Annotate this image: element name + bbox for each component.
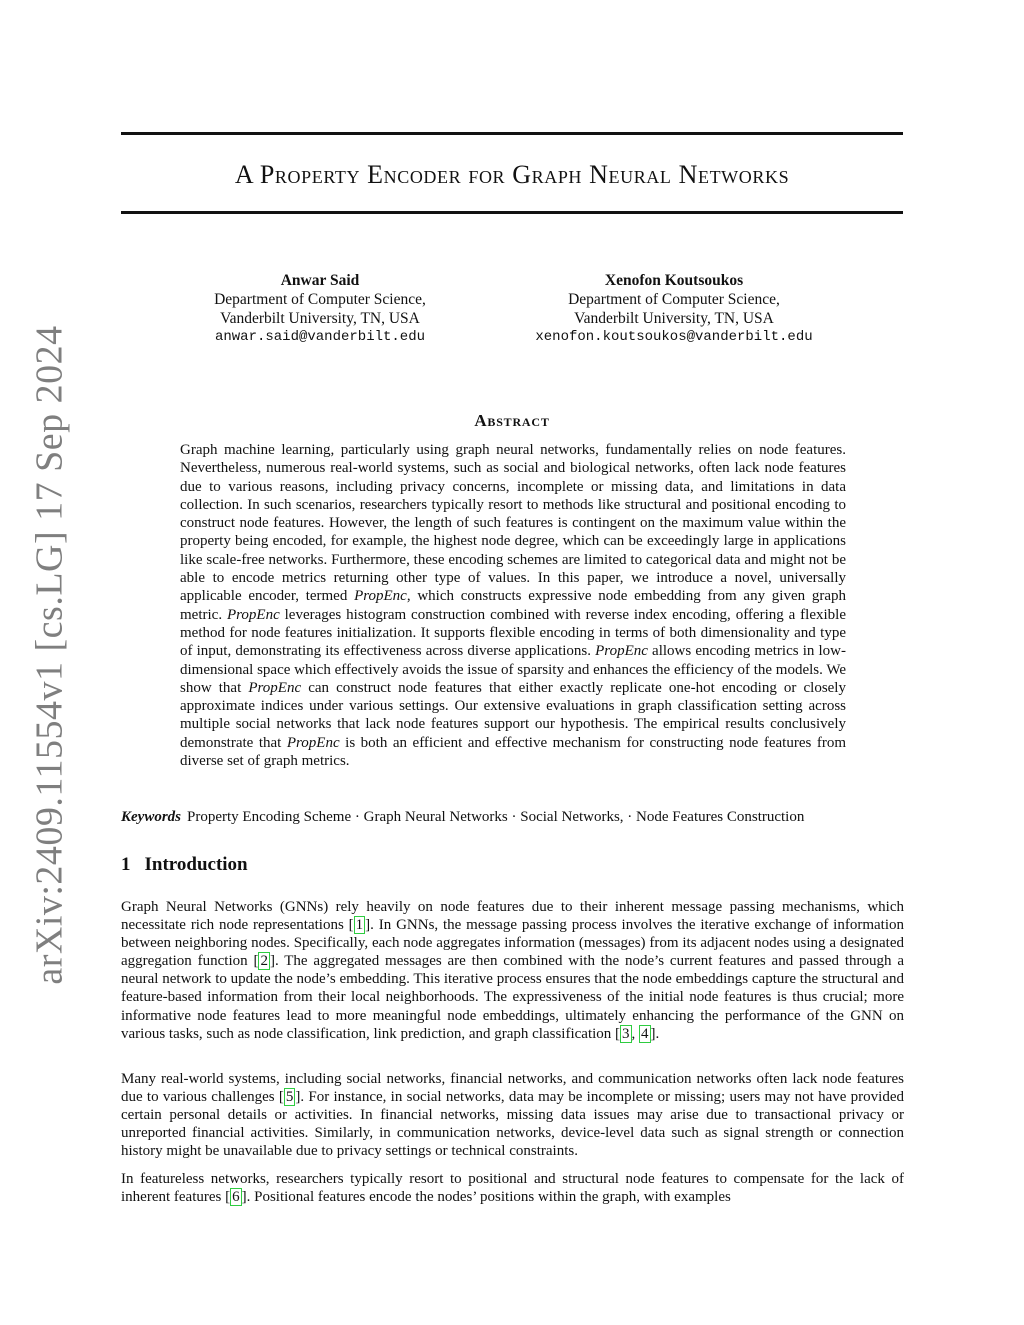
method-name: PropEnc: [595, 643, 648, 660]
abstract-text: can construct node features that either exactly replicate one-hot encoding or closely approximate indices under various settings. Our extensive evaluations in graph classification setting across multiple social networks that lack node features support our hypothesis. The empirical results conclusively demonstrate that: [180, 679, 846, 751]
citation-link[interactable]: 2: [260, 953, 268, 970]
author-affiliation-line: Vanderbilt University, TN, USA: [574, 310, 774, 327]
keywords-text: Property Encoding Scheme · Graph Neural Networks · Social Networks, · Node Features Construction: [187, 809, 805, 825]
arxiv-identifier-stamp: [20, 325, 80, 985]
author-affiliation-line: Department of Computer Science,: [214, 291, 426, 308]
author-name: Anwar Said: [280, 272, 360, 289]
paragraph-text: Graph Neural Networks (GNNs) rely heavily on node features due to their inherent message passing mechanisms, which necessitate rich node representations: [121, 899, 904, 934]
title-bottom-rule: [121, 211, 903, 214]
author-affiliation-line: Vanderbilt University, TN, USA: [220, 310, 420, 327]
intro-paragraph-3: In featureless networks, researchers typically resort to positional and structural node features to compensate for the lack of inherent features [ 6 ]. Positional features encode the nodes’ positions within the graph, with examples: [121, 1171, 904, 1206]
citation-link[interactable]: 5: [285, 1089, 294, 1106]
paragraph-text: .: [655, 1025, 660, 1042]
abstract-text: leverages histogram construction combined with reverse index encoding, offering a flexible method for node features initialization. It supports flexible encoding in terms of both dimensionality and type of input, demonstrating its effectiveness across diverse applications.: [180, 606, 846, 660]
abstract-heading: Abstract: [474, 411, 550, 430]
keywords-label: Keywords: [121, 809, 181, 825]
section-title: Introduction: [144, 854, 248, 875]
author-block-2: [514, 271, 834, 347]
citation-link[interactable]: 1: [355, 917, 364, 934]
abstract-text: allows encoding metrics in low-dimensional space which effectively avoids the issue of sparsity and enhances the efficiency of the models. We show that: [180, 643, 846, 696]
intro-paragraph-1: Graph Neural Networks (GNNs) rely heavily on node features due to their inherent message passing mechanisms, which necessitate rich node representations [ 1 ]. In GNNs, the message passing process involves the iterative exchange of information between neighboring nodes. Specifically, each node aggregates information (messages) from its adjacent nodes using a designated aggregation function [ 2 ]. The aggregated messages are then combined with the node’s current features and passed through a neural network to update the node’s embedding. This iterative process ensures that the node embeddings capture the structural and feature-based information from their local neighborhoods. The expressiveness of the initial node features is thus crucial; more informative node features lead to more meaningful node embeddings, ultimately enhancing the performance of the GNN on various tasks, such as node classification, link prediction, and graph classification [ 3 , 4 ].: [121, 899, 904, 1042]
citation-link[interactable]: 3: [622, 1025, 630, 1042]
method-name: PropEnc: [354, 588, 407, 605]
citation-link[interactable]: 6: [232, 1189, 240, 1206]
abstract-text: , which constructs expressive node embedding from any given graph metric.: [180, 588, 846, 623]
abstract-text: is both an efficient and effective mechanism for constructing node features from diverse set of graph metrics.: [180, 734, 846, 770]
title-top-rule: [121, 132, 903, 135]
paper-title: A Property Encoder for Graph Neural Networks: [234, 160, 790, 189]
abstract-text: Graph machine learning, particularly using graph neural networks, fundamentally relies on node features. Nevertheless, numerous real-world systems, such as social and biological networks, often lack node features due to various reasons, including privacy concerns, incomplete or missing data, and limitations in data collection. In such scenarios, researchers typically resort to methods like structural and positional encoding to construct node features. However, the length of such features is contingent on the maximum value within the property being encoded, for example, the highest node degree, which can be exceedingly large in applications like scale-free networks. Furthermore, these encoding schemes are limited to categorical data and might not be able to encode metrics returning other type of values. In this paper, we introduce a novel, universally applicable encoder, termed: [180, 442, 846, 605]
author-name: Xenofon Koutsoukos: [604, 272, 744, 289]
arxiv-identifier-text: arXiv:2409.11554v1 [cs.LG] 17 Sep 2024: [29, 325, 72, 985]
author-email[interactable]: anwar.said@vanderbilt.edu: [214, 329, 426, 345]
section-number: 1: [121, 854, 131, 875]
keywords-line: [121, 808, 903, 827]
abstract-body: [180, 441, 846, 770]
intro-paragraph-2: Many real-world systems, including social networks, financial networks, and communication networks often lack node features due to various challenges [ 5 ]. For instance, in social networks, data may be incomplete or missing; users may not have provided certain personal details or activities. In financial networks, missing data issues may arise due to transactional privacy or unreported financial activities. Similarly, in communication networks, device-level data such as signal strength or connection history might be unavailable due to privacy settings or technical constraints.: [121, 1071, 904, 1160]
method-name: PropEnc: [286, 734, 340, 751]
author-block-1: [170, 271, 470, 347]
paragraph-text: . For instance, in social networks, data may be incomplete or missing; users may not have provided certain personal details or activities. In financial networks, missing data issues may arise due to transactional privacy or unreported financial activities. Similarly, in communication networks, device-level data such as signal strength or connection history might be unavailable due to privacy settings or technical constraints.: [121, 1089, 904, 1160]
method-name: PropEnc: [226, 606, 280, 623]
author-email[interactable]: xenofon.koutsoukos@vanderbilt.edu: [535, 329, 813, 345]
paragraph-text: Many real-world systems, including social networks, financial networks, and communication networks often lack node features due to various challenges: [121, 1071, 904, 1106]
paragraph-text: . Positional features encode the nodes’ positions within the graph, with examples: [246, 1189, 731, 1206]
paragraph-text: . In GNNs, the message passing process involves the iterative exchange of information between neighboring nodes. Specifically, each node aggregates information (messages) from its adjacent nodes using a designated aggregation function: [121, 917, 904, 970]
paragraph-text: In featureless networks, researchers typically resort to positional and structural node features to compensate for the lack of inherent features: [121, 1171, 904, 1206]
author-affiliation-line: Department of Computer Science,: [568, 291, 780, 308]
citation-link[interactable]: 4: [641, 1025, 649, 1042]
paragraph-text: . The aggregated messages are then combined with the node’s current features and passed through a neural network to update the node’s embedding. This iterative process ensures that the node embeddings capture the structural and feature-based information from their local neighborhoods. The expressiveness of the initial node features is thus crucial; more informative node features lead to more meaningful node embeddings, ultimately enhancing the performance of the GNN on various tasks, such as node classification, link prediction, and graph classification: [121, 953, 904, 1042]
method-name: PropEnc: [248, 679, 302, 696]
section-heading: [121, 854, 248, 876]
